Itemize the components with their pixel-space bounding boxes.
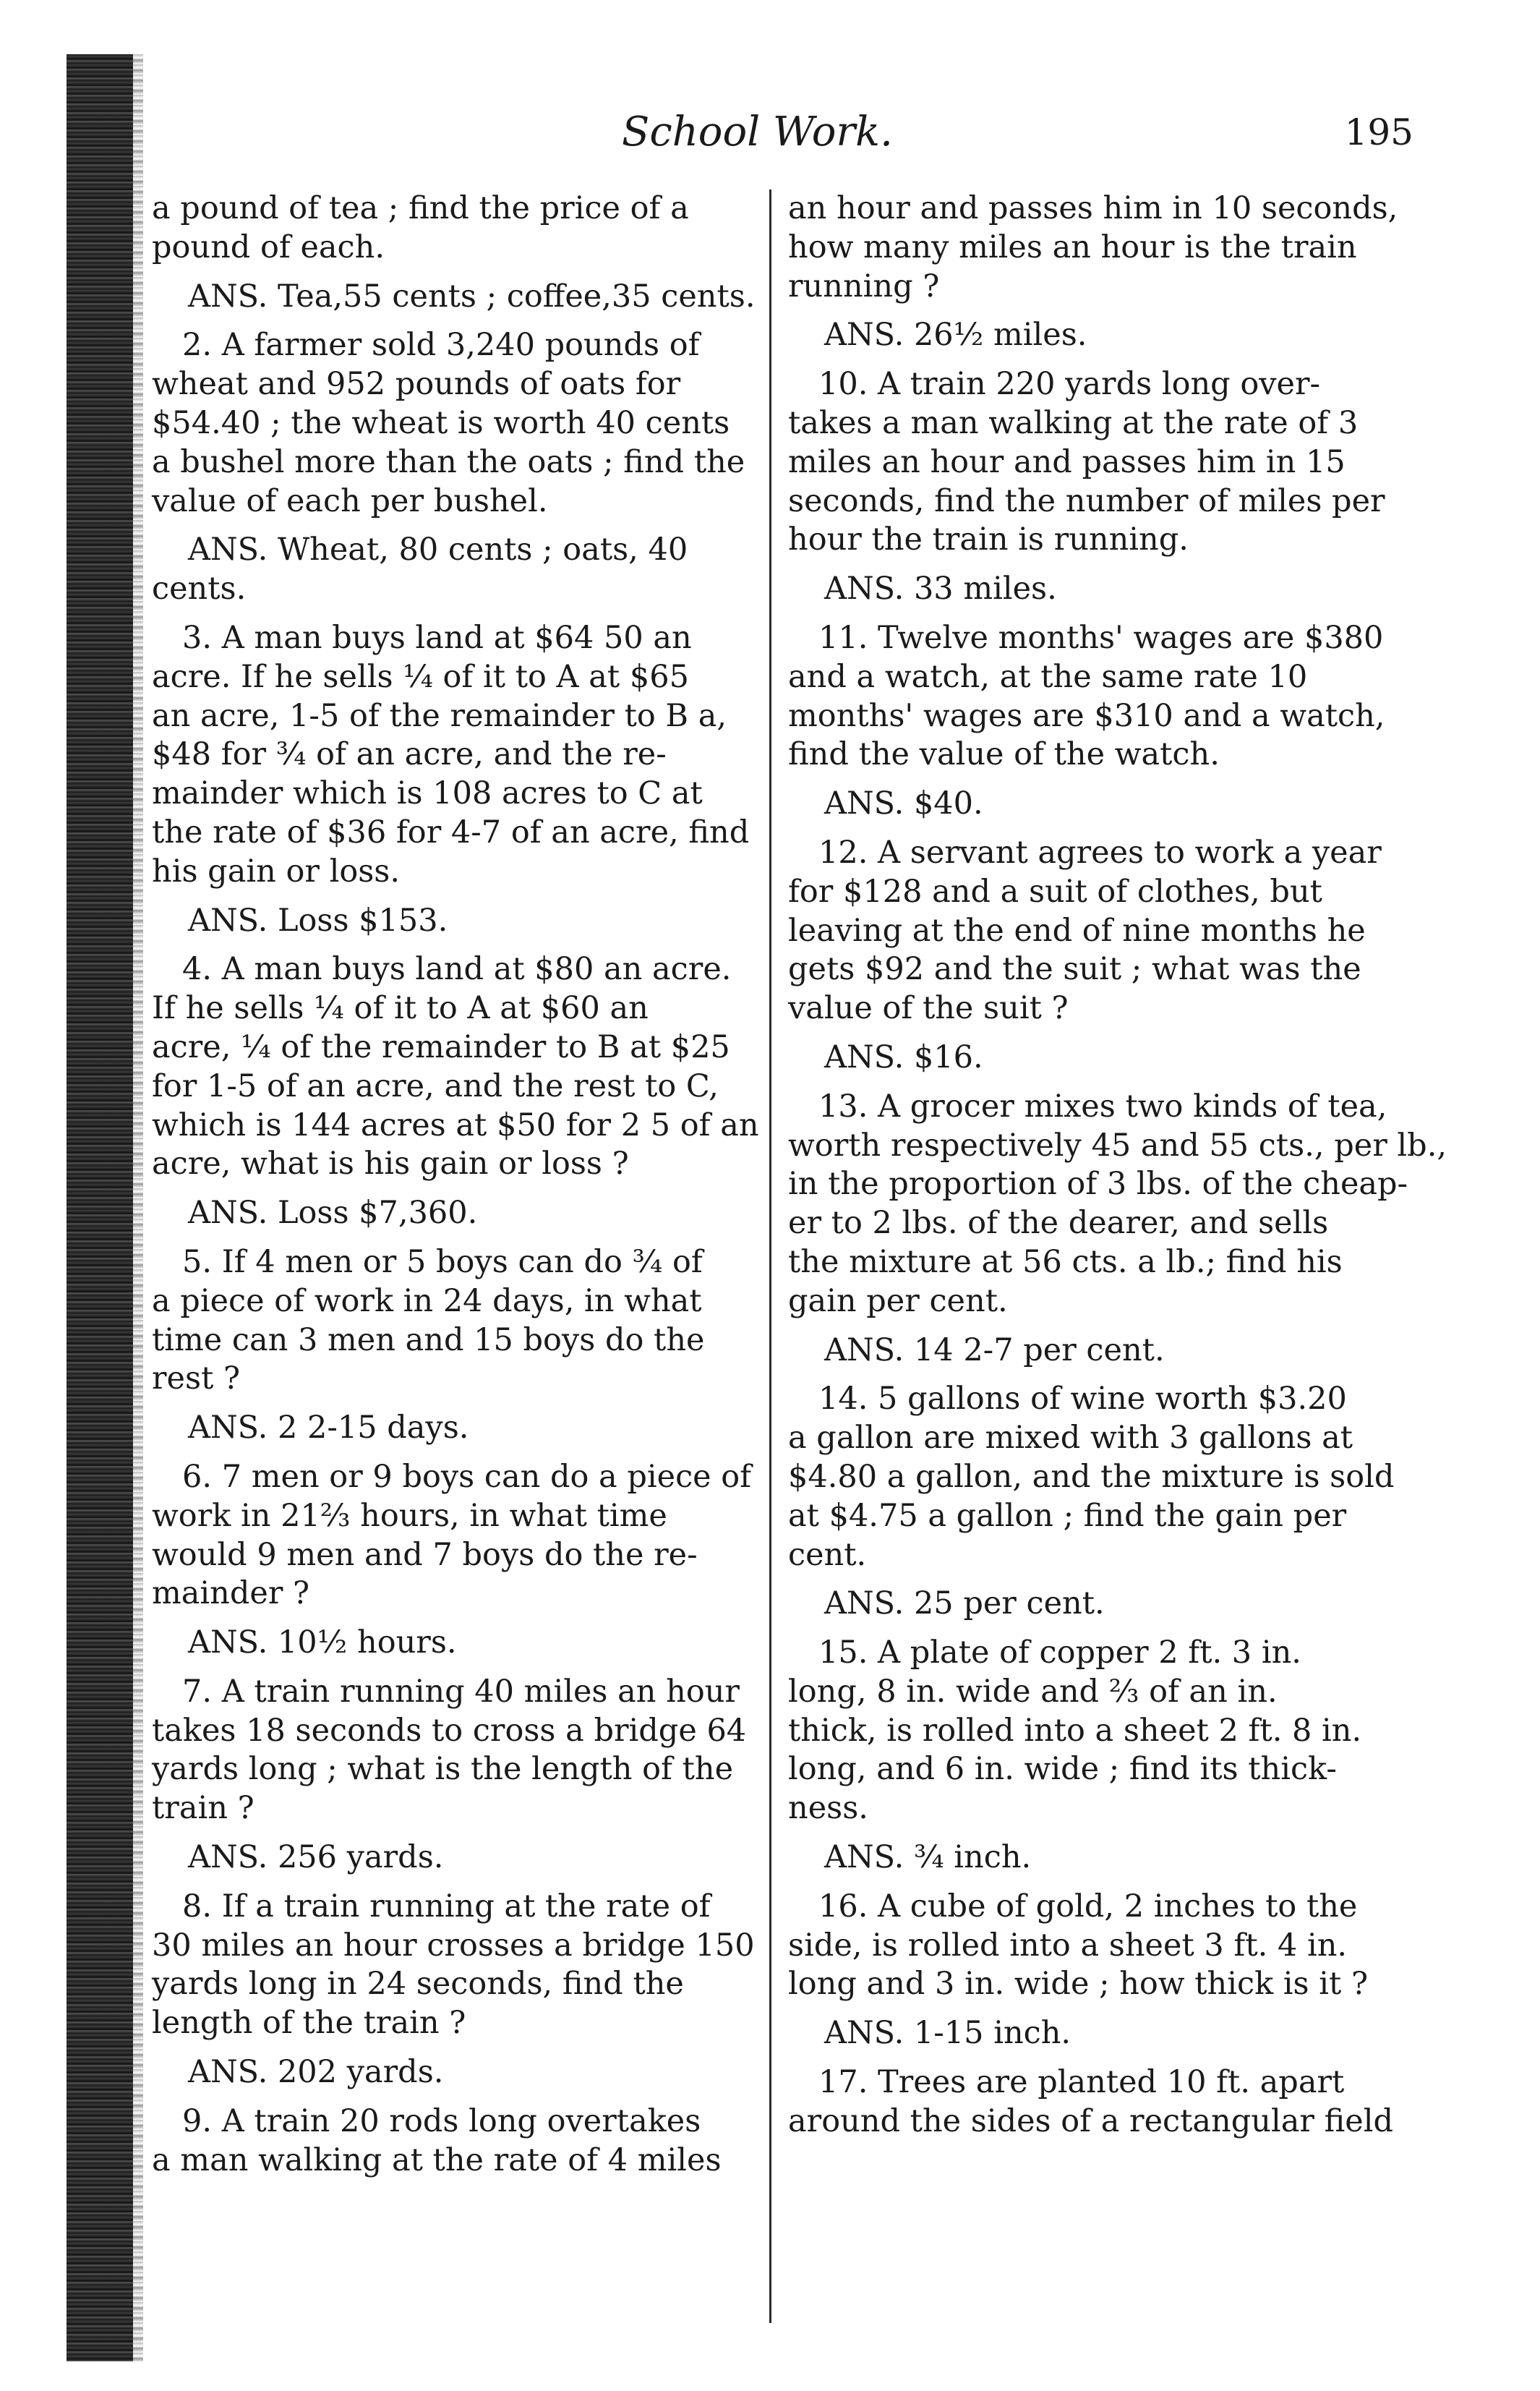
text-line: takes 18 seconds to cross a bridge 64 <box>152 1712 747 1749</box>
text-line: 9. A train 20 rods long overtakes <box>182 2102 701 2139</box>
text-line: ANS. 25 per cent. <box>824 1585 1105 1622</box>
answer-line <box>152 2053 752 2092</box>
text-line: ANS. 202 yards. <box>188 2054 444 2091</box>
text-line: an acre, 1-5 of the remainder to B a, <box>152 697 727 734</box>
text-line: $4.80 a gallon, and the mixture is sold <box>788 1458 1395 1495</box>
text-line: in the proportion of 3 lbs. of the cheap- <box>788 1166 1408 1203</box>
text-line: 17. Trees are planted 10 ft. apart <box>818 2064 1345 2101</box>
text-line: months' wages are $310 and a watch, <box>788 697 1385 734</box>
text-line: 11. Twelve months' wages are $380 <box>818 619 1384 656</box>
text-line: 2. A farmer sold 3,240 pounds of <box>182 327 700 364</box>
text-paragraph <box>788 189 1410 306</box>
problem-paragraph <box>788 834 1410 1028</box>
answer-line <box>788 1838 1410 1878</box>
problem-paragraph <box>788 2063 1410 2141</box>
text-line: hour the train is running. <box>788 521 1189 558</box>
problem-paragraph <box>788 1088 1447 1321</box>
text-line: around the sides of a rectangular field <box>788 2102 1393 2139</box>
text-line: 5. If 4 men or 5 boys can do ¾ of <box>182 1243 703 1280</box>
answer-line <box>788 1039 1410 1078</box>
text-line: yards long ; what is the length of the <box>152 1751 734 1788</box>
text-line: ANS. 26½ miles. <box>824 317 1087 354</box>
text-line: 12. A servant agrees to work a year <box>818 834 1382 871</box>
problem-paragraph <box>788 1634 1410 1828</box>
text-line: work in 21⅔ hours, in what time <box>152 1497 667 1534</box>
text-line: leaving at the end of nine months he <box>788 912 1366 949</box>
text-line: 8. If a train running at the rate of <box>182 1888 711 1925</box>
problem-paragraph <box>788 1380 1410 1574</box>
text-line: would 9 men and 7 boys do the re- <box>152 1536 698 1573</box>
answer-line <box>152 1624 752 1663</box>
text-line: acre. If he sells ¼ of it to A at $65 <box>152 658 689 695</box>
text-line: rest ? <box>152 1360 241 1397</box>
text-line: $48 for ¾ of an acre, and the re- <box>152 736 667 773</box>
answer-line <box>152 531 752 609</box>
problem-paragraph <box>152 326 752 521</box>
text-line: time can 3 men and 15 boys do the <box>152 1321 705 1358</box>
problem-paragraph <box>152 619 752 892</box>
text-line: for $128 and a suit of clothes, but <box>788 873 1322 910</box>
text-paragraph <box>152 189 752 268</box>
text-line: 3. A man buys land at $64 50 an <box>182 619 692 656</box>
column-divider <box>769 189 771 2323</box>
problem-paragraph <box>152 1673 752 1828</box>
text-line: thick, is rolled into a sheet 2 ft. 8 in. <box>788 1712 1362 1749</box>
text-line: 15. A plate of copper 2 ft. 3 in. <box>818 1635 1301 1671</box>
answer-line <box>152 1838 752 1878</box>
text-line: er to 2 lbs. of the dearer, and sells <box>788 1205 1329 1242</box>
text-line: long, and 6 in. wide ; find its thick- <box>788 1751 1337 1788</box>
text-line: gets $92 and the suit ; what was the <box>788 951 1361 988</box>
text-line: value of the suit ? <box>788 990 1069 1027</box>
text-line: miles an hour and passes him in 15 <box>788 443 1346 480</box>
answer-line <box>788 785 1410 824</box>
problem-paragraph <box>152 2102 752 2181</box>
text-line: a bushel more than the oats ; find the <box>152 443 745 480</box>
text-line: and a watch, at the same rate 10 <box>788 658 1308 695</box>
text-line: pound of each. <box>152 229 385 265</box>
answer-line <box>788 1585 1410 1624</box>
problem-paragraph <box>788 365 1410 560</box>
answer-line <box>152 1409 752 1448</box>
text-line: an hour and passes him in 10 seconds, <box>788 190 1398 226</box>
text-line: 7. A train running 40 miles an hour <box>182 1673 740 1710</box>
problem-paragraph <box>152 1243 752 1399</box>
page-binding-edge <box>67 54 133 2361</box>
text-line: long and 3 in. wide ; how thick is it ? <box>788 1966 1369 2003</box>
text-line: how many miles an hour is the train <box>788 229 1357 265</box>
text-line: a gallon are mixed with 3 gallons at <box>788 1420 1353 1457</box>
text-line: at $4.75 a gallon ; find the gain per <box>788 1497 1347 1534</box>
text-line: ANS. 2 2-15 days. <box>188 1410 469 1446</box>
left-column <box>152 189 759 2190</box>
text-line: wheat and 952 pounds of oats for <box>152 366 681 403</box>
text-line: $54.40 ; the wheat is worth 40 cents <box>152 404 730 441</box>
text-line: acre, ¼ of the remainder to B at $25 <box>152 1028 730 1065</box>
text-line: ness. <box>788 1790 868 1827</box>
text-line: mainder ? <box>152 1575 310 1612</box>
problem-paragraph <box>152 1888 755 2043</box>
text-line: 4. A man buys land at $80 an acre. <box>182 951 732 988</box>
text-line: long, 8 in. wide and ⅔ of an in. <box>788 1673 1278 1710</box>
text-line: yards long in 24 seconds, find the <box>152 1966 684 2003</box>
problem-paragraph <box>152 1458 752 1614</box>
text-line: If he sells ¼ of it to A at $60 an <box>152 990 649 1027</box>
text-line: find the value of the watch. <box>788 736 1220 773</box>
text-line: length of the train ? <box>152 2005 466 2042</box>
text-line: his gain or loss. <box>152 853 401 890</box>
answer-line <box>788 1331 1410 1371</box>
text-line: a piece of work in 24 days, in what <box>152 1282 702 1319</box>
text-line: ANS. Wheat, 80 cents ; oats, 40 <box>188 532 688 568</box>
text-line: which is 144 acres at $50 for 2 5 of an <box>152 1107 759 1143</box>
text-line: takes a man walking at the rate of 3 <box>788 404 1359 441</box>
text-line: 14. 5 gallons of wine worth $3.20 <box>818 1381 1347 1418</box>
problem-paragraph <box>788 1888 1410 2004</box>
text-line: seconds, find the number of miles per <box>788 482 1385 519</box>
running-header <box>159 108 1413 159</box>
text-line: ANS. 256 yards. <box>188 1839 444 1876</box>
problem-paragraph <box>788 619 1410 775</box>
answer-line <box>788 570 1410 609</box>
text-line: ANS. $16. <box>824 1039 983 1075</box>
text-line: train ? <box>152 1790 254 1827</box>
text-line: 16. A cube of gold, 2 inches to the <box>818 1888 1358 1925</box>
text-line: a pound of tea ; find the price of a <box>152 190 689 226</box>
page-number: 195 <box>1344 111 1413 153</box>
text-line: worth respectively 45 and 55 cts., per lb., <box>788 1127 1447 1164</box>
answer-line <box>152 278 756 317</box>
answer-line <box>788 316 1410 355</box>
text-line: side, is rolled into a sheet 3 ft. 4 in. <box>788 1927 1348 1964</box>
text-line: for 1-5 of an acre, and the rest to C, <box>152 1067 719 1104</box>
text-line: 10. A train 220 yards long over- <box>818 366 1321 403</box>
answer-line <box>152 1194 752 1233</box>
text-line: gain per cent. <box>788 1282 1008 1319</box>
right-column <box>788 189 1447 2152</box>
text-line: ANS. 10½ hours. <box>188 1624 457 1661</box>
text-line: ANS. Loss $7,360. <box>188 1195 478 1232</box>
text-line: value of each per bushel. <box>152 482 548 519</box>
text-line: running ? <box>788 268 940 304</box>
text-line: 13. A grocer mixes two kinds of tea, <box>818 1088 1387 1125</box>
running-title: School Work. <box>622 108 893 155</box>
text-line: mainder which is 108 acres to C at <box>152 775 703 812</box>
text-line: cents. <box>152 571 247 608</box>
text-line: ANS. 33 miles. <box>824 571 1057 608</box>
text-line: the mixture at 56 cts. a lb.; find his <box>788 1243 1343 1280</box>
answer-line <box>788 2014 1410 2053</box>
text-line: 30 miles an hour crosses a bridge 150 <box>152 1927 755 1964</box>
text-line: ANS. Loss $153. <box>188 902 448 939</box>
text-line: 6. 7 men or 9 boys can do a piece of <box>182 1458 752 1495</box>
text-line: ANS. Tea,55 cents ; coffee,35 cents. <box>188 278 756 315</box>
answer-line <box>152 902 752 941</box>
text-line: cent. <box>788 1536 867 1573</box>
text-line: a man walking at the rate of 4 miles <box>152 2141 722 2178</box>
text-line: the rate of $36 for 4-7 of an acre, find <box>152 814 750 851</box>
text-line: acre, what is his gain or loss ? <box>152 1146 629 1182</box>
text-line: ANS. 1-15 inch. <box>824 2015 1071 2052</box>
problem-paragraph <box>152 950 759 1184</box>
text-line: ANS. ¾ inch. <box>824 1839 1032 1876</box>
text-line: ANS. $40. <box>824 785 983 822</box>
text-line: ANS. 14 2-7 per cent. <box>824 1331 1165 1368</box>
